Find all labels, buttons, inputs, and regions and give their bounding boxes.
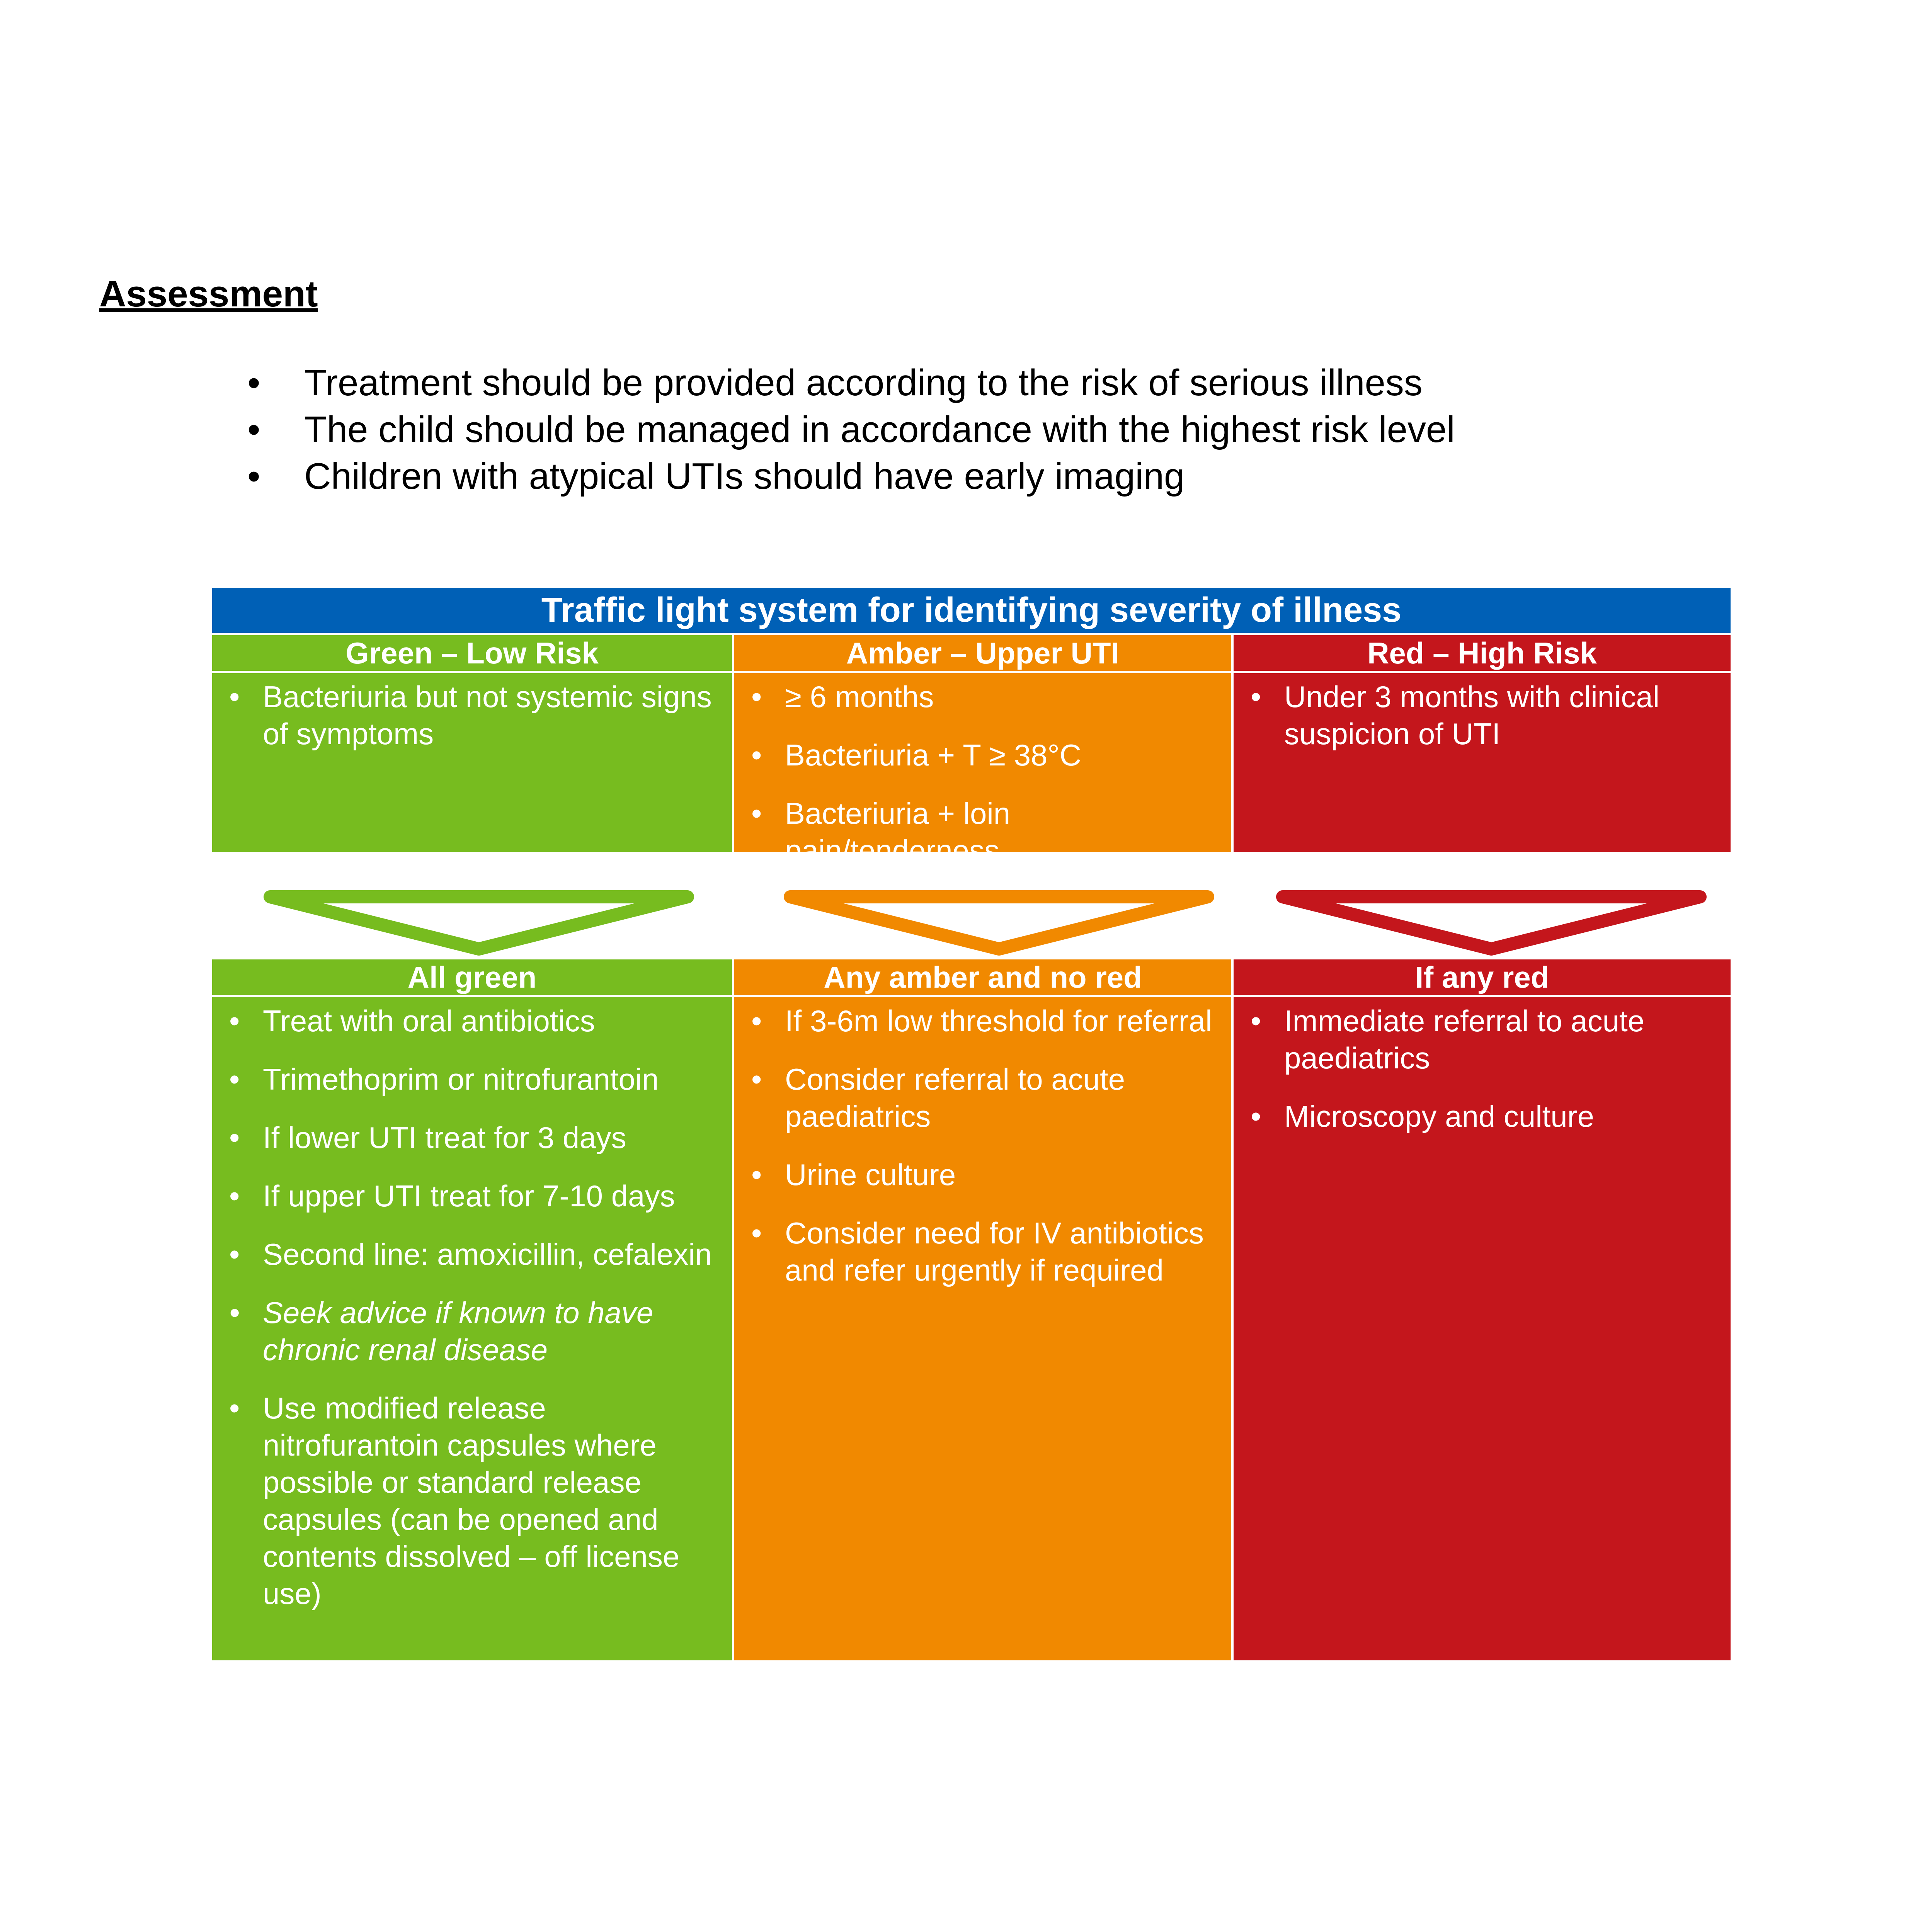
assessment-point: • The child should be managed in accordance with the highest risk level [216,406,1724,453]
amber-risk-list [734,678,1231,890]
green-risk-column [212,635,732,852]
assessment-point: • Treatment should be provided according to the risk of serious illness [216,359,1724,406]
traffic-light-table [212,588,1731,1660]
list-item: • Treat with oral antibiotics [212,1002,732,1039]
red-risk-list [1234,678,1731,774]
red-action-header: If any red [1234,959,1731,997]
green-action-list [212,1002,732,1633]
amber-action-list [734,1002,1231,1310]
assessment-points [216,359,1724,500]
traffic-light-title: Traffic light system for identifying severity of illness [212,588,1731,633]
list-item: • Immediate referral to acute paediatrics [1234,1002,1731,1077]
green-action-column [212,959,732,1660]
assessment-heading: Assessment [99,273,318,315]
list-item: • If upper UTI treat for 7-10 days [212,1177,732,1214]
amber-risk-column [734,635,1231,867]
list-item: • Bacteriuria + T ≥ 38°C [734,736,1231,774]
green-action-header: All green [212,959,732,997]
list-item: • Trimethoprim or nitrofurantoin [212,1061,732,1098]
green-risk-list [212,678,732,774]
red-action-list [1234,1002,1731,1156]
list-item: • ≥ 6 months [734,678,1231,715]
list-item: • Urine culture [734,1156,1231,1193]
list-item: • If 3-6m low threshold for referral [734,1002,1231,1039]
green-down-arrow-icon [262,889,695,957]
list-item: • Consider need for IV antibiotics and refer urgently if required [734,1214,1231,1289]
red-down-arrow-icon [1275,889,1708,957]
list-item: • Bacteriuria but not systemic signs of symptoms [212,678,732,752]
list-item: • Use modified release nitrofurantoin capsules where possible or standard release capsules (can be opened and contents dissolved – off license use) [212,1389,732,1612]
amber-action-header: Any amber and no red [734,959,1231,997]
amber-action-column [734,959,1231,1660]
list-item: • Seek advice if known to have chronic renal disease [212,1294,732,1368]
list-item: • Microscopy and culture [1234,1098,1731,1135]
red-action-column [1234,959,1731,1660]
list-item: • Bacteriuria + loin pain/tenderness [734,795,1231,869]
amber-down-arrow-icon [783,889,1215,957]
red-risk-header: Red – High Risk [1234,635,1731,673]
green-risk-header: Green – Low Risk [212,635,732,673]
list-item: • Second line: amoxicillin, cefalexin [212,1236,732,1273]
red-risk-column [1234,635,1731,852]
assessment-point: • Children with atypical UTIs should have early imaging [216,453,1724,500]
amber-risk-header: Amber – Upper UTI [734,635,1231,673]
list-item: • If lower UTI treat for 3 days [212,1119,732,1156]
list-item: • Under 3 months with clinical suspicion of UTI [1234,678,1731,752]
list-item: • Consider referral to acute paediatrics [734,1061,1231,1135]
